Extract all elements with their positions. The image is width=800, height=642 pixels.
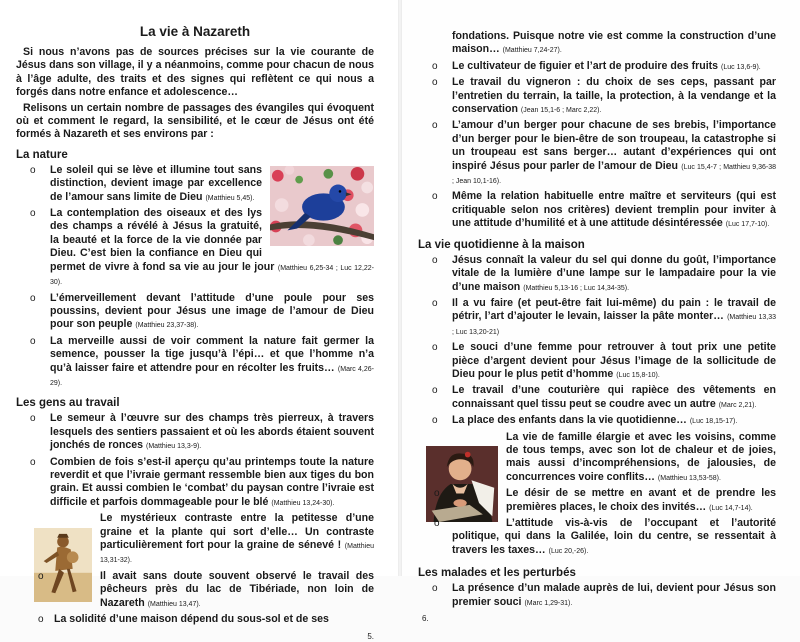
scripture-reference: (Matthieu 6,25-34 ; Luc 12,22-30). <box>50 264 375 287</box>
scripture-reference: (Matthieu 13,24-30). <box>271 499 335 507</box>
list-item: o L’attitude vis-à-vis de l’occupant et l’autorité politique, qui dans la Galilée, loin du centre, se ressentait à travers les taxes… (Luc 20,-26). <box>434 517 776 556</box>
bullet-icon: o <box>432 60 438 72</box>
bullet-icon: o <box>30 413 36 425</box>
scripture-reference: (Jean 15,1-6 ; Marc 2,22). <box>520 107 602 115</box>
list-item: o Le cultivateur de figuier et l’art de produire des fruits (Luc 13,6-9). <box>432 59 761 72</box>
list-item: o Combien de fois s’est-il aperçu qu’au printemps toute la nature reverdit et que l’ivraie germant ressemble bien aux tiges du bon grain. Et aussi combien le ‘combat’ du paysan contre l’ivraie est difficile et parfois dommageable pour le blé (Matthieu 13,24-30). <box>30 455 374 508</box>
bullet-icon: o <box>30 164 36 176</box>
scripture-reference: (Matthieu 5,45). <box>205 194 255 202</box>
scripture-reference: (Luc 17,7-10). <box>725 221 770 229</box>
scripture-reference: (Matthieu 23,37-38). <box>135 322 199 330</box>
bullet-icon: o <box>432 77 438 89</box>
bullet-icon: o <box>38 614 44 626</box>
scripture-reference: (Matthieu 13,33 ; Luc 13,20-21) <box>452 314 776 336</box>
page-title: La vie à Nazareth <box>139 24 251 39</box>
list-item: o La contemplation des oiseaux et des lys des champs a révélé à Jésus la gratuité, la beauté et la force de la vie donnée par Dieu. C’est bien la confiance en Dieu qui permet de vivre à fond sa vie au jour le jour (Matthieu 6,25-34 ; Luc 12,22-30). <box>30 207 375 287</box>
left-page <box>0 0 398 642</box>
list-item: o Le souci d’une femme pour retrouver à tout prix une petite pièce d’argent devient pour Jésus l’image de la sollicitude de Dieu pour le plus petit d’homme (Luc 15,8-10). <box>432 341 776 380</box>
scripture-reference: (Marc 1,29-31). <box>524 599 573 607</box>
scripture-reference: (Marc 4,26-29). <box>50 365 374 387</box>
nature-list <box>16 164 374 391</box>
bullet-icon: o <box>432 583 438 595</box>
list-item: o Le soleil qui se lève et illumine tout sans distinction, devient image par excellence de l’amour sans limite de Dieu (Matthieu 5,45). <box>30 163 262 203</box>
work-list-continued <box>34 512 374 626</box>
bullet-icon: o <box>432 342 438 354</box>
right-page <box>402 0 800 624</box>
scripture-reference: (Matthieu 13,31-32). <box>100 543 374 565</box>
scripture-reference: (Matthieu 13,47). <box>147 600 201 608</box>
scripture-reference: (Luc 14,7-14). <box>709 504 753 512</box>
list-item: o Le travail d’une couturière qui rapièce des vêtements en connaissant quel tissu peut se coudre avec un autre (Marc 2,21). <box>432 384 776 410</box>
list-item: o L’émerveillement devant l’attitude d’une poule pour ses poussins, devient pour Jésus une image de l’amour de Dieu pour son peuple (Matthieu 23,37-38). <box>30 291 374 331</box>
bullet-icon: o <box>432 254 438 266</box>
bullet-icon: o <box>432 385 438 397</box>
scripture-reference: (Luc 15,8-10). <box>616 371 660 379</box>
bullet-icon: o <box>432 297 438 309</box>
page-number: 5. <box>367 632 374 642</box>
work-list-continued <box>418 60 776 232</box>
list-item: o Jésus connaît la valeur du sel qui donne du goût, l’importance vitale de la lumière d’une lampe sur le lampadaire pour la vie d’une maison (Matthieu 5,13-16 ; Luc 14,34-35). <box>432 253 776 293</box>
list-item: o La place des enfants dans la vie quotidienne… (Luc 18,15-17). <box>432 414 738 427</box>
list-item: Le mystérieux contraste entre la petitesse d’une graine et la plante qui sort d’elle… Un contraste particulièrement fort pour la graine de sénevé ! (Matthieu 13,31-32). <box>100 512 374 565</box>
family-list <box>426 431 776 559</box>
bullet-icon: o <box>30 292 36 304</box>
bullet-icon: o <box>432 415 438 427</box>
bullet-icon: o <box>432 120 438 132</box>
scripture-reference: (Matthieu 13,53-58). <box>657 474 721 482</box>
bullet-icon: o <box>434 518 440 529</box>
scripture-reference: (Matthieu 5,13-16 ; Luc 14,34-35). <box>523 284 630 292</box>
bullet-icon: o <box>30 335 36 347</box>
section-heading-work: Les gens au travail <box>16 397 120 410</box>
seamstress-block <box>418 431 776 561</box>
section-heading-home: La vie quotidienne à la maison <box>418 238 585 251</box>
intro-paragraph: Si nous n’avons pas de sources précises sur la vie courante de Jésus dans son village, il y a néanmoins, comme pour chacun de nous à l’âge adulte, des traits et des signes qui reflètent ce qui nous a forgés dans notre enfance et adolescence… <box>16 46 374 99</box>
sick-list <box>418 582 776 610</box>
section-heading-nature: La nature <box>16 148 68 161</box>
list-item: o Il avait sans doute souvent observé le travail des pêcheurs près du lac de Tibériade, non loin de Nazareth (Matthieu 13,47). <box>38 569 374 609</box>
scripture-reference: (Matthieu 13,3-9). <box>145 443 202 451</box>
scripture-reference: (Luc 20,-26). <box>548 547 589 555</box>
bullet-icon: o <box>38 570 44 582</box>
scripture-reference: (Matthieu 7,24-27). <box>502 47 562 55</box>
scripture-reference: (Marc 2,21). <box>718 401 757 409</box>
home-list <box>418 254 776 429</box>
work-list <box>16 412 374 510</box>
bullet-icon: o <box>30 208 36 220</box>
bullet-icon: o <box>432 191 438 203</box>
continuation-text: fondations. Puisque notre vie est comme la construction d’une maison… (Matthieu 7,24-27). <box>452 30 776 56</box>
scripture-reference: (Luc 13,6-9). <box>721 63 761 71</box>
bullet-icon: o <box>30 456 36 468</box>
list-item: o La merveille aussi de voir comment la nature fait germer la semence, pousser la tige jusqu’à l’épi… et que l’homme n’a qu’à laisser faire et attendre pour en récolter les fruits… (Marc 4,26-29). <box>30 334 374 387</box>
list-item: o Il a vu faire (et peut-être fait lui-même) du pain : le travail de pétrir, l’art d’ajouter le levain, laisser la pâte monter… (Matthieu 13,33 ; Luc 13,20-21) <box>432 296 776 336</box>
list-item: o Le travail du vigneron : du choix de ses ceps, passant par l’entretien du terrain, la taille, la protection, à la vendange et la conservation (Jean 15,1-6 ; Marc 2,22). <box>432 76 776 116</box>
section-heading-sick: Les malades et les perturbés <box>418 567 576 580</box>
sower-block <box>16 512 374 628</box>
list-item: o Le désir de se mettre en avant et de prendre les premières places, le choix des invités… (Luc 14,7-14). <box>434 487 776 513</box>
list-item: o L’amour d’un berger pour chacune de ses brebis, l’importance d’un berger pour le bien-être de son troupeau, la catastrophe si un troupeau est sans berger… autant d’expériences qui ont inspiré Jésus pour parler de l’amour de Dieu (Luc 15,4-7 ; Matthieu 9,36-38 ; Jean 10,1-16). <box>432 119 776 186</box>
list-item: o La présence d’un malade auprès de lui, devient pour Jésus son premier souci (Marc 1,29-31). <box>432 582 776 608</box>
scripture-reference: (Luc 15,4-7 ; Matthieu 9,36-38 ; Jean 10,1-16). <box>452 163 776 186</box>
list-item: o Même la relation habituelle entre maître et serviteurs (qui est critiquable selon nos critères) devient tremplin pour inviter à une attitude d’humilité et à une attitude désintéressée (Luc 17,7-10). <box>432 190 776 230</box>
bullet-icon: o <box>434 488 440 500</box>
list-item: o La solidité d’une maison dépend du sous-sol et de ses <box>38 613 329 626</box>
list-item: o Le semeur à l’œuvre sur des champs très pierreux, à travers lesquels des sentiers passaient et où les abords étaient souvent jonchés de ronces (Matthieu 13,3-9). <box>30 412 374 452</box>
scripture-reference: (Luc 18,15-17). <box>689 418 738 426</box>
intro-paragraph: Relisons un certain nombre de passages des évangiles qui évoquent où et comment le regard, la sensibilité, et le cœur de Jésus ont été formés à Nazareth et ses environs par : <box>16 101 374 141</box>
list-item: La vie de famille élargie et avec les voisins, comme de tous temps, avec son lot de chaleur et de joies, mais aussi d’incompréhensions, de jalousies, de concurrences voire conflits… (Matthieu 13,53-58). <box>506 430 776 483</box>
page-number: 6. <box>422 614 429 624</box>
